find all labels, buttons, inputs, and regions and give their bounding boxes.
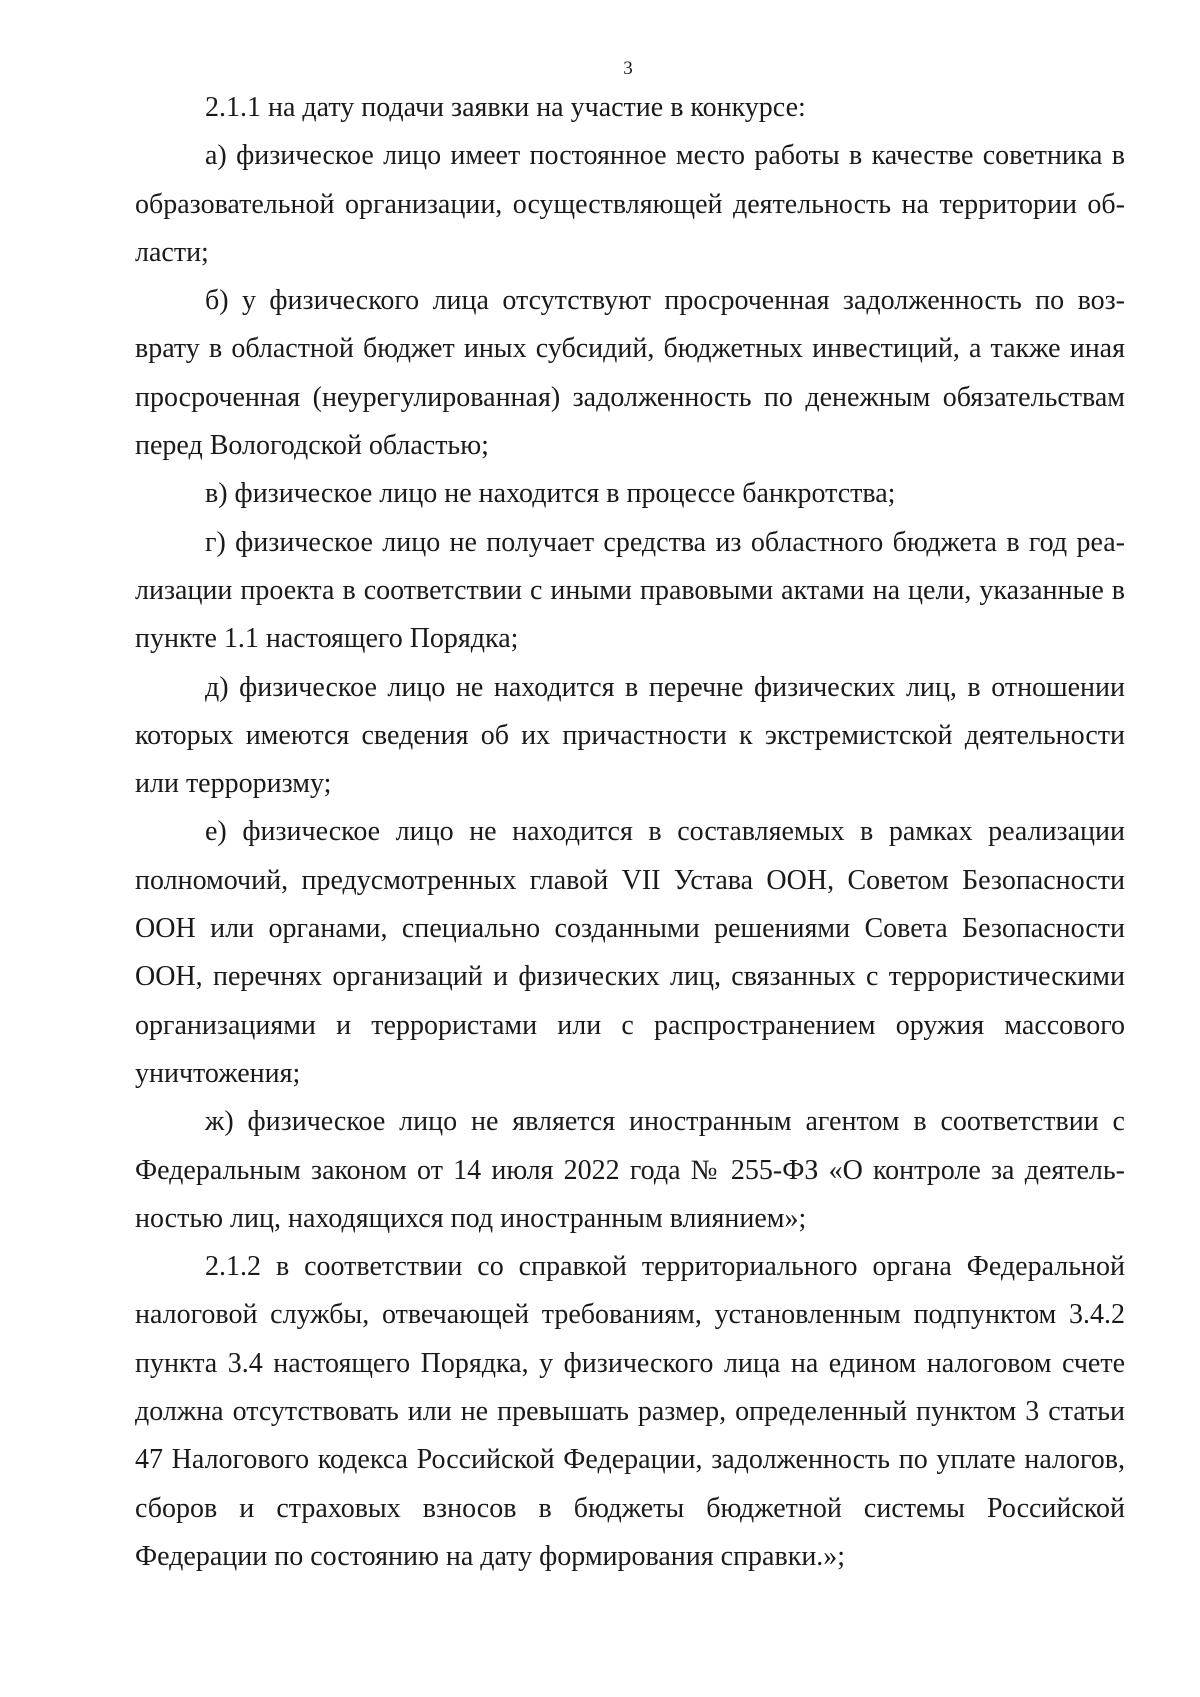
paragraph-item-zh: ж) физическое лицо не является иностранным агентом в соответствии с Федеральным законом от 14 июля 2022 года № 255-ФЗ «О контроле за деятельностью лиц, находящихся под иностранным влиянием»;: [135, 1106, 1125, 1234]
paragraph-item-v: в) физическое лицо не находится в процессе банкротства;: [205, 478, 896, 510]
document-body: [135, 84, 1125, 1581]
paragraph-2-1-2: 2.1.2 в соответствии со справкой территориального органа Федеральной налоговой службы, отвечающей требованиям, установленным подпунктом 3.4.2 пункта 3.4 настоящего Порядка, у физического лица на едином налоговом счете должна отсутствовать или не превышать размер, определенный пунктом 3 статьи 47 Налогового кодекса Российской Федерации, задолженность по уплате налогов, сборов и страховых взносов в бюджеты бюджетной системы Российской Федерации по состоянию на дату формирования справки.»;: [135, 1251, 1125, 1572]
paragraph-item-b: б) у физического лица отсутствуют просроченная задолженность по возврату в областной бюджет иных субсидий, бюджетных инвестиций, а также иная просроченная (неурегулированная) задолженность по денежным обязательствам перед Вологодской областью;: [135, 285, 1125, 462]
page-number: 3: [623, 58, 633, 79]
paragraph-2-1-1: 2.1.1 на дату подачи заявки на участие в конкурсе:: [205, 92, 806, 123]
paragraph-item-d: д) физическое лицо не находится в перечне физических лиц, в отношении которых имеются сведения об их причастности к экстремистской деятельности или терроризму;: [135, 671, 1125, 800]
paragraph-item-e: е) физическое лицо не находится в составляемых в рамках реализации полномочий, предусмотренных главой VII Устава ООН, Советом Безопасности ООН или органами, специально созданными решениями Совета Безопасности ООН, перечнях организаций и физических лиц, связанных с террористическими организациями и террористами или с распространением оружия массового уничтожения;: [135, 816, 1125, 1089]
paragraph-item-a: а) физическое лицо имеет постоянное место работы в качестве советника в образовательной организации, осуществляющей деятельность на территории области;: [135, 140, 1125, 268]
paragraph-item-g: г) физическое лицо не получает средства из областного бюджета в год реализации проекта в соответствии с иными правовыми актами на цели, указанные в пункте 1.1 настоящего Порядка;: [135, 526, 1125, 655]
